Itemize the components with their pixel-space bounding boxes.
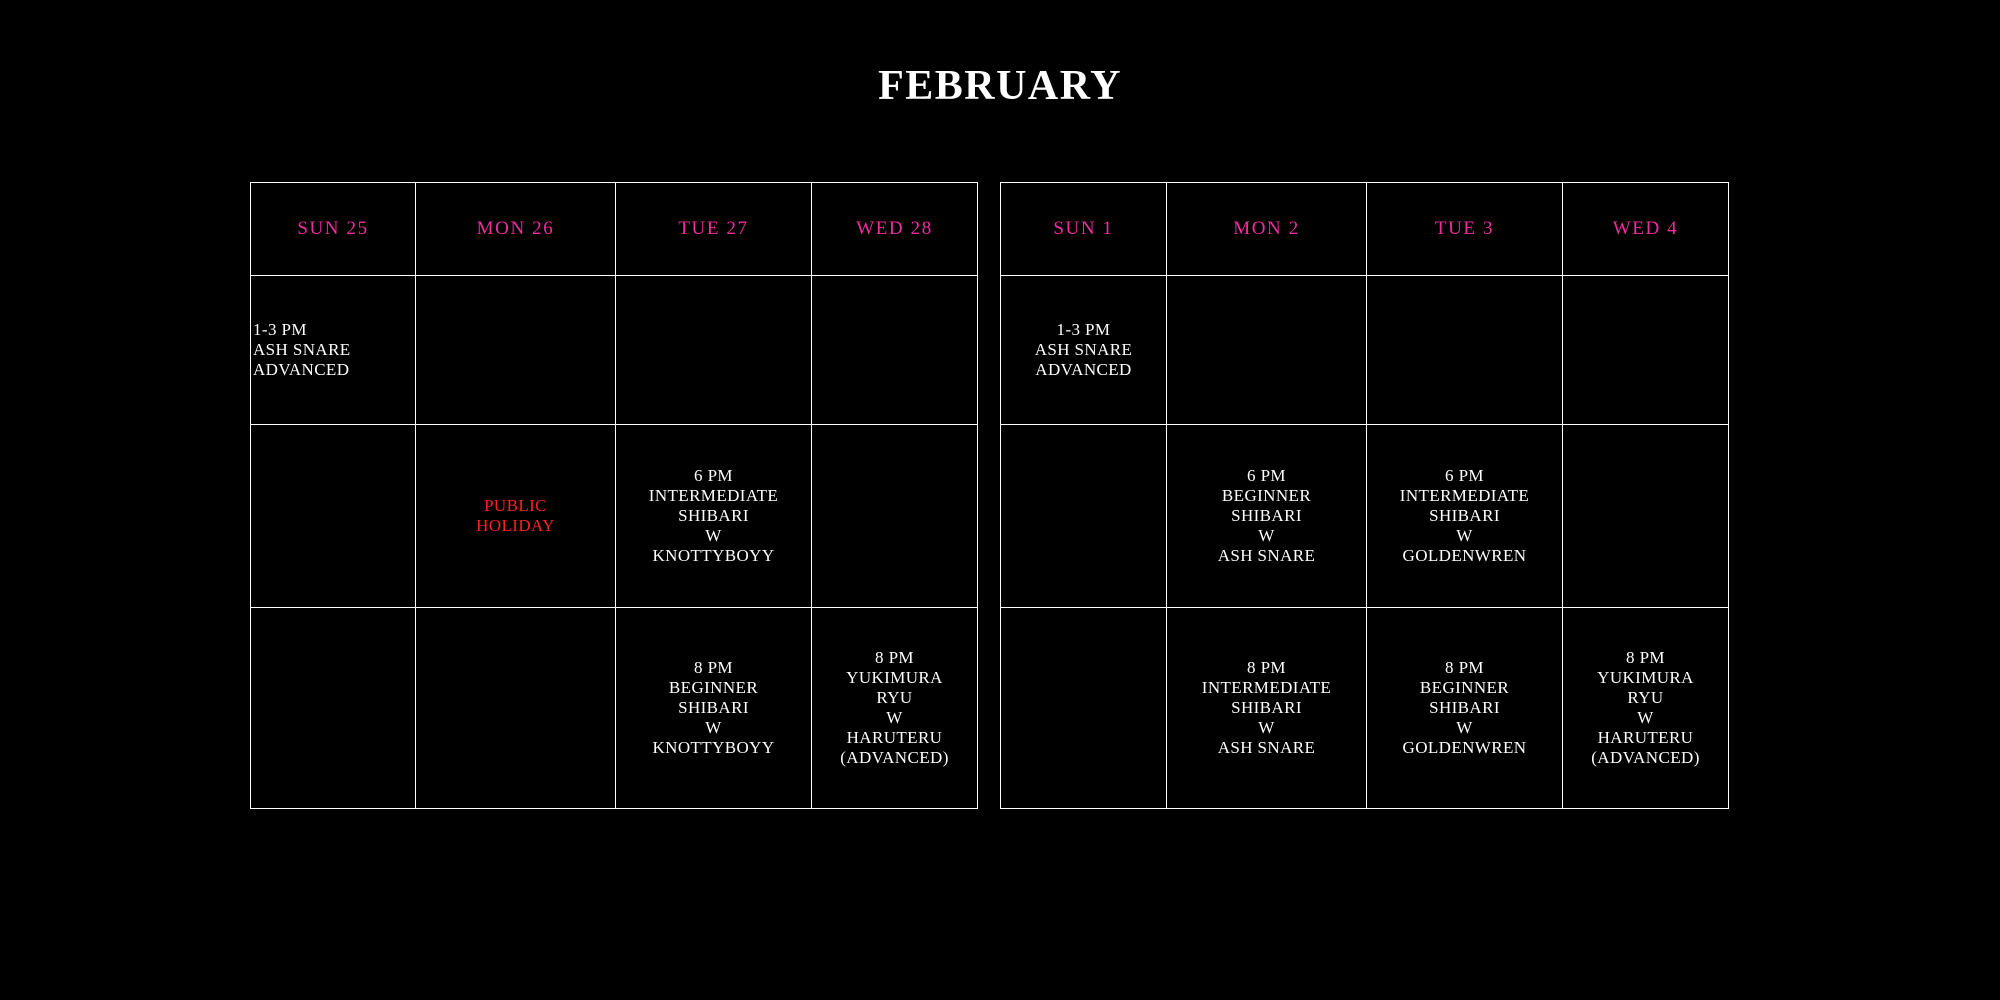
event-cell[interactable] [416,425,616,608]
event-line: SHIBARI [678,697,749,717]
event-line: INTERMEDIATE [1201,677,1332,697]
event-line: HOLIDAY [476,516,555,535]
day-header-tue: TUE 3 [1367,183,1563,276]
event-cell[interactable] [1563,276,1729,425]
event-line: GOLDENWREN [1402,738,1527,758]
event-cell[interactable] [1563,608,1729,809]
day-header-tue: TUE 27 [616,183,812,276]
event-cell[interactable] [616,425,812,608]
event-cell[interactable] [812,608,978,809]
event-cell[interactable] [616,608,812,809]
event-cell[interactable] [812,425,978,608]
event-line: KNOTTYBOYY [652,738,775,758]
event-line: 8 PM [1247,657,1286,677]
event-text [1167,462,1366,570]
event-line: SHIBARI [1231,505,1302,525]
event-text [1001,316,1166,384]
event-cell[interactable] [416,608,616,809]
event-text [616,462,811,570]
event-text [251,316,415,384]
event-cell[interactable] [1167,425,1367,608]
calendar-week-two [1000,182,1729,809]
event-text [812,644,977,772]
event-line: YUKIMURA [1597,667,1694,687]
event-line: ASH SNARE [1217,546,1316,566]
event-line: SHIBARI [1429,697,1500,717]
event-line: 1-3 PM [1056,319,1111,339]
event-cell[interactable] [616,276,812,425]
event-line: W [1456,718,1473,738]
event-line: W [886,708,903,727]
event-line: SHIBARI [1231,697,1302,717]
event-line: INTERMEDIATE [1399,485,1530,505]
event-text [1563,644,1728,772]
event-line: W [705,526,722,546]
event-line: GOLDENWREN [1402,546,1527,566]
day-header-mon: MON 2 [1167,183,1367,276]
event-text [1367,654,1562,762]
event-line: W [1258,718,1275,738]
event-line: (ADVANCED) [1591,748,1700,768]
table-row [1001,608,1729,809]
event-line: YUKIMURA [846,667,943,687]
event-line: BEGINNER [668,677,759,697]
event-line: 6 PM [1445,465,1484,485]
table-header-row [251,183,978,276]
event-line: W [705,718,722,738]
event-cell[interactable] [251,425,416,608]
event-line: ADVANCED [253,360,350,380]
event-line: 8 PM [1445,657,1484,677]
event-line: ASH SNARE [1034,339,1133,359]
event-line: ADVANCED [1035,360,1132,380]
event-line: W [1456,526,1473,546]
table-header-row [1001,183,1729,276]
event-line: 6 PM [694,465,733,485]
event-line: (ADVANCED) [840,748,949,768]
event-cell[interactable] [1167,608,1367,809]
event-cell[interactable] [251,608,416,809]
event-line: 8 PM [875,647,914,667]
event-line: INTERMEDIATE [648,485,779,505]
event-line: RYU [1627,687,1664,707]
calendar-week-one [250,182,978,809]
event-cell[interactable] [812,276,978,425]
event-cell[interactable] [1001,425,1167,608]
day-header-mon: MON 26 [416,183,616,276]
event-line: 6 PM [1247,465,1286,485]
event-line: ASH SNARE [1217,738,1316,758]
event-cell[interactable] [251,276,416,425]
event-line: W [1637,708,1654,727]
day-header-wed: WED 4 [1563,183,1729,276]
table-row [251,276,978,425]
event-line: BEGINNER [1221,485,1312,505]
event-cell[interactable] [1001,276,1167,425]
event-line: HARUTERU [1597,728,1694,748]
day-header-wed: WED 28 [812,183,978,276]
day-header-sun: SUN 1 [1001,183,1167,276]
table-row [1001,425,1729,608]
event-line: 1-3 PM [253,319,307,339]
event-line: SHIBARI [1429,505,1500,525]
event-cell[interactable] [1367,425,1563,608]
event-text [416,492,615,540]
event-line: 8 PM [694,657,733,677]
event-cell[interactable] [1001,608,1167,809]
event-cell[interactable] [416,276,616,425]
table-row [251,425,978,608]
day-header-sun: SUN 25 [251,183,416,276]
table-row [1001,276,1729,425]
event-cell[interactable] [1167,276,1367,425]
page-title: FEBRUARY [878,63,1122,109]
event-cell[interactable] [1563,425,1729,608]
event-text [1167,654,1366,762]
event-line: HARUTERU [846,728,943,748]
event-line: BEGINNER [1419,677,1510,697]
event-text [616,654,811,762]
event-line: RYU [876,687,913,707]
event-line: KNOTTYBOYY [652,546,775,566]
event-cell[interactable] [1367,608,1563,809]
event-cell[interactable] [1367,276,1563,425]
event-line: SHIBARI [678,505,749,525]
table-row [251,608,978,809]
event-line: PUBLIC [484,495,547,515]
event-line: W [1258,526,1275,546]
event-text [1367,462,1562,570]
event-line: ASH SNARE [253,339,351,359]
event-line: 8 PM [1626,647,1665,667]
